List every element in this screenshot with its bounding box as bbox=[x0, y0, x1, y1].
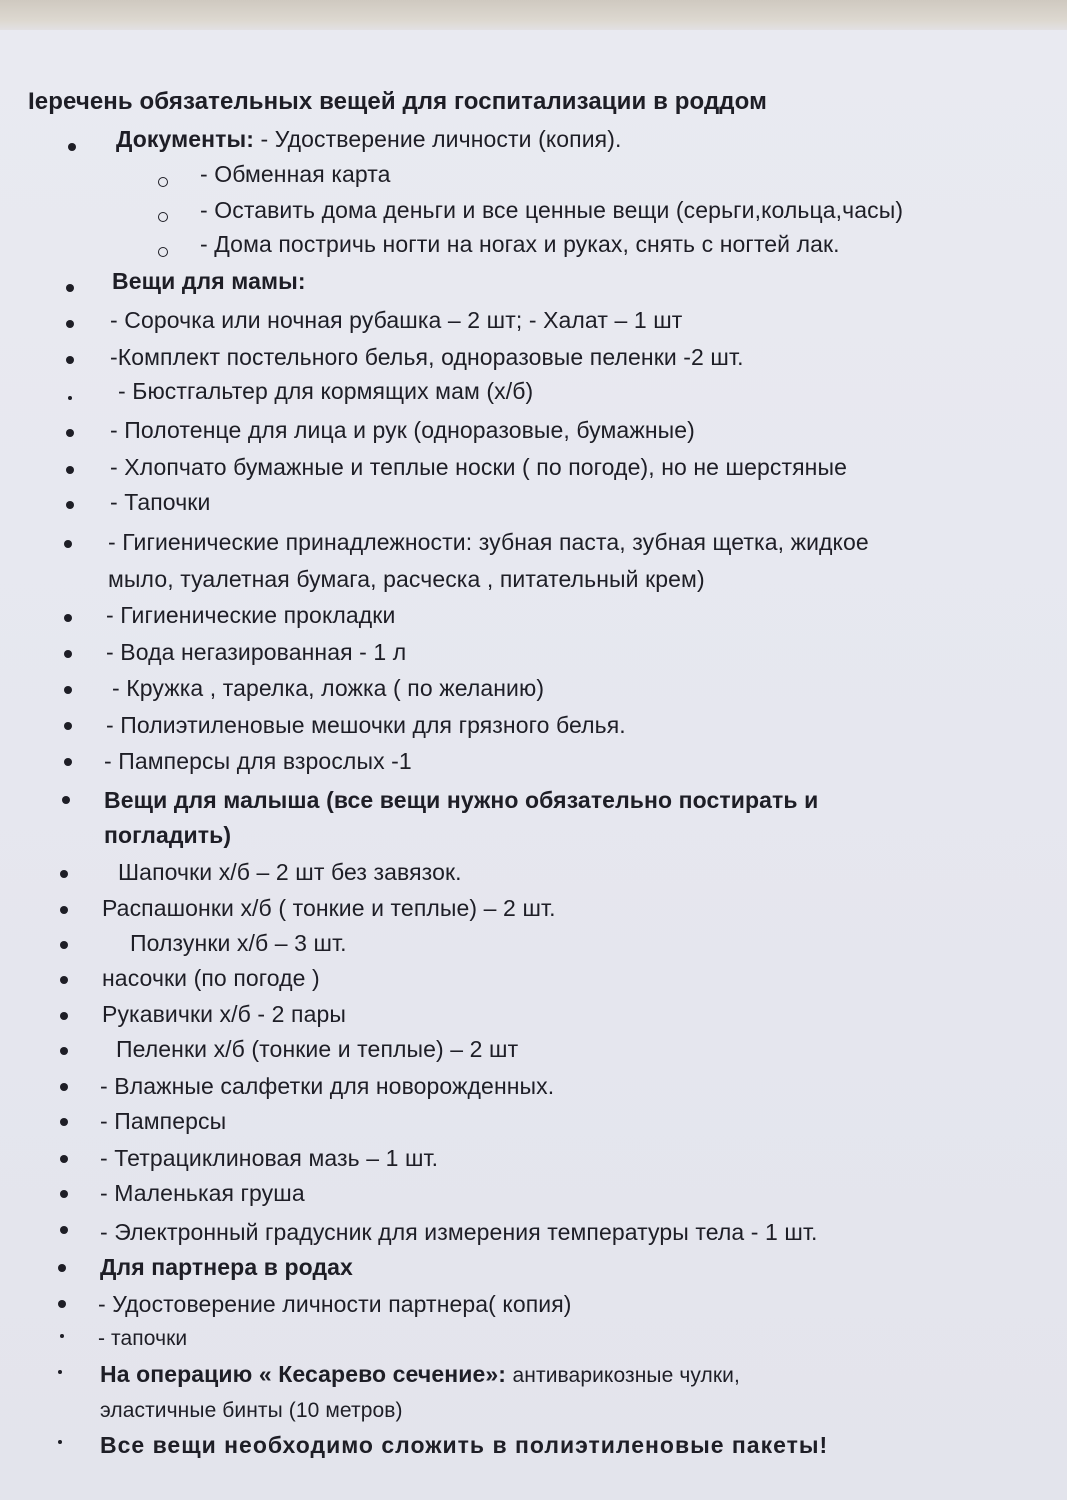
table-surface bbox=[0, 0, 1067, 34]
mom-item: - Сорочка или ночная рубашка – 2 шт; - Халат – 1 шт bbox=[110, 307, 683, 333]
partner-heading: Для партнера в родах bbox=[100, 1254, 353, 1280]
surgery-heading: На операцию « Кесарево сечение»: bbox=[100, 1361, 506, 1387]
circle-bullet-icon bbox=[158, 212, 168, 222]
documents-heading: Документы: bbox=[116, 126, 254, 152]
bullet-icon bbox=[60, 1083, 68, 1091]
circle-bullet-icon bbox=[158, 247, 168, 257]
bullet-icon bbox=[64, 614, 72, 622]
bullet-icon bbox=[60, 906, 68, 914]
bullet-icon bbox=[60, 1190, 68, 1198]
mom-item: - Полотенце для лица и рук (одноразовые, бумажные) bbox=[110, 417, 695, 443]
baby-item: Шапочки х/б – 2 шт без завязок. bbox=[118, 859, 462, 885]
bullet-icon bbox=[60, 941, 68, 949]
baby-item: - Электронный градусник для измерения температуры тела - 1 шт. bbox=[100, 1219, 818, 1245]
bullet-icon bbox=[60, 1012, 68, 1020]
bullet-icon bbox=[66, 284, 74, 292]
bullet-icon bbox=[58, 1300, 66, 1308]
bullet-icon bbox=[64, 540, 72, 548]
mom-item: - Тапочки bbox=[110, 489, 211, 515]
mom-item: - Хлопчато бумажные и теплые носки ( по погоде), но не шерстяные bbox=[110, 454, 848, 480]
baby-item: - Памперсы bbox=[100, 1108, 227, 1134]
baby-item: - Влажные салфетки для новорожденных. bbox=[100, 1073, 555, 1099]
document-title: Іеречень обязательных вещей для госпитализации в роддом bbox=[28, 88, 767, 115]
documents-sub-item: - Обменная карта bbox=[200, 161, 391, 187]
baby-item: насочки (по погоде ) bbox=[102, 965, 320, 991]
baby-heading: Вещи для малыша (все вещи нужно обязательно постирать и bbox=[104, 787, 819, 813]
final-note: Все вещи необходимо сложить в полиэтиленовые пакеты! bbox=[100, 1432, 829, 1458]
mom-item: - Вода негазированная - 1 л bbox=[106, 639, 407, 665]
bullet-icon bbox=[66, 501, 74, 509]
circle-bullet-icon bbox=[158, 177, 168, 187]
bullet-icon bbox=[66, 466, 74, 474]
baby-item: Пеленки х/б (тонкие и теплые) – 2 шт bbox=[116, 1036, 519, 1062]
mom-item-continuation: мыло, туалетная бумага, расческа , питательный крем) bbox=[108, 566, 705, 592]
mom-heading: Вещи для мамы: bbox=[112, 268, 306, 294]
bullet-icon bbox=[62, 796, 70, 804]
bullet-icon bbox=[64, 650, 72, 658]
baby-heading-continuation: погладить) bbox=[104, 822, 232, 848]
baby-item: Распашонки х/б ( тонкие и теплые) – 2 шт. bbox=[102, 895, 556, 921]
bullet-icon bbox=[64, 686, 72, 694]
bullet-icon bbox=[64, 722, 72, 730]
documents-first-item: - Удостверение личности (копия). bbox=[260, 126, 622, 152]
baby-item: - Маленькая груша bbox=[100, 1180, 305, 1206]
bullet-icon bbox=[58, 1440, 62, 1444]
bullet-icon bbox=[60, 976, 68, 984]
documents-sub-item: - Оставить дома деньги и все ценные вещи (серьги,кольца,часы) bbox=[200, 197, 904, 223]
mom-item: -Комплект постельного белья, одноразовые пеленки -2 шт. bbox=[110, 344, 744, 370]
partner-item: - тапочки bbox=[98, 1327, 188, 1350]
bullet-icon bbox=[66, 320, 74, 328]
mom-item: - Полиэтиленовые мешочки для грязного белья. bbox=[106, 712, 626, 738]
mom-item: - Гигиенические принадлежности: зубная паста, зубная щетка, жидкое bbox=[108, 529, 869, 555]
surgery-item: антиварикозные чулки, bbox=[512, 1364, 740, 1387]
bullet-icon bbox=[64, 758, 72, 766]
baby-item: Ползунки х/б – 3 шт. bbox=[130, 930, 347, 956]
mom-item: - Бюстгальтер для кормящих мам (х/б) bbox=[118, 378, 534, 404]
mom-item: - Кружка , тарелка, ложка ( по желанию) bbox=[112, 675, 545, 701]
bullet-icon bbox=[68, 143, 76, 151]
bullet-icon bbox=[58, 1264, 66, 1272]
surgery-continuation: эластичные бинты (10 метров) bbox=[100, 1399, 403, 1422]
surgery-line bbox=[100, 1360, 740, 1390]
bullet-icon bbox=[60, 1047, 68, 1055]
bullet-icon bbox=[66, 429, 74, 437]
baby-item: - Тетрациклиновая мазь – 1 шт. bbox=[100, 1145, 439, 1171]
documents-line bbox=[116, 125, 621, 153]
bullet-icon bbox=[60, 1118, 68, 1126]
bullet-icon bbox=[60, 1155, 68, 1163]
documents-sub-item: - Дома постричь ногти на ногах и руках, снять с ногтей лак. bbox=[200, 231, 840, 257]
mom-item: - Памперсы для взрослых -1 bbox=[104, 748, 412, 774]
bullet-icon bbox=[60, 1334, 64, 1338]
bullet-icon bbox=[60, 870, 68, 878]
baby-item: Рукавички х/б - 2 пары bbox=[102, 1001, 347, 1027]
paper-sheet bbox=[0, 30, 1067, 1500]
bullet-icon bbox=[60, 1226, 68, 1234]
bullet-icon bbox=[58, 1370, 62, 1374]
bullet-icon bbox=[68, 396, 72, 400]
mom-item: - Гигиенические прокладки bbox=[106, 602, 396, 628]
bullet-icon bbox=[66, 356, 74, 364]
partner-item: - Удостоверение личности партнера( копия) bbox=[98, 1291, 572, 1317]
